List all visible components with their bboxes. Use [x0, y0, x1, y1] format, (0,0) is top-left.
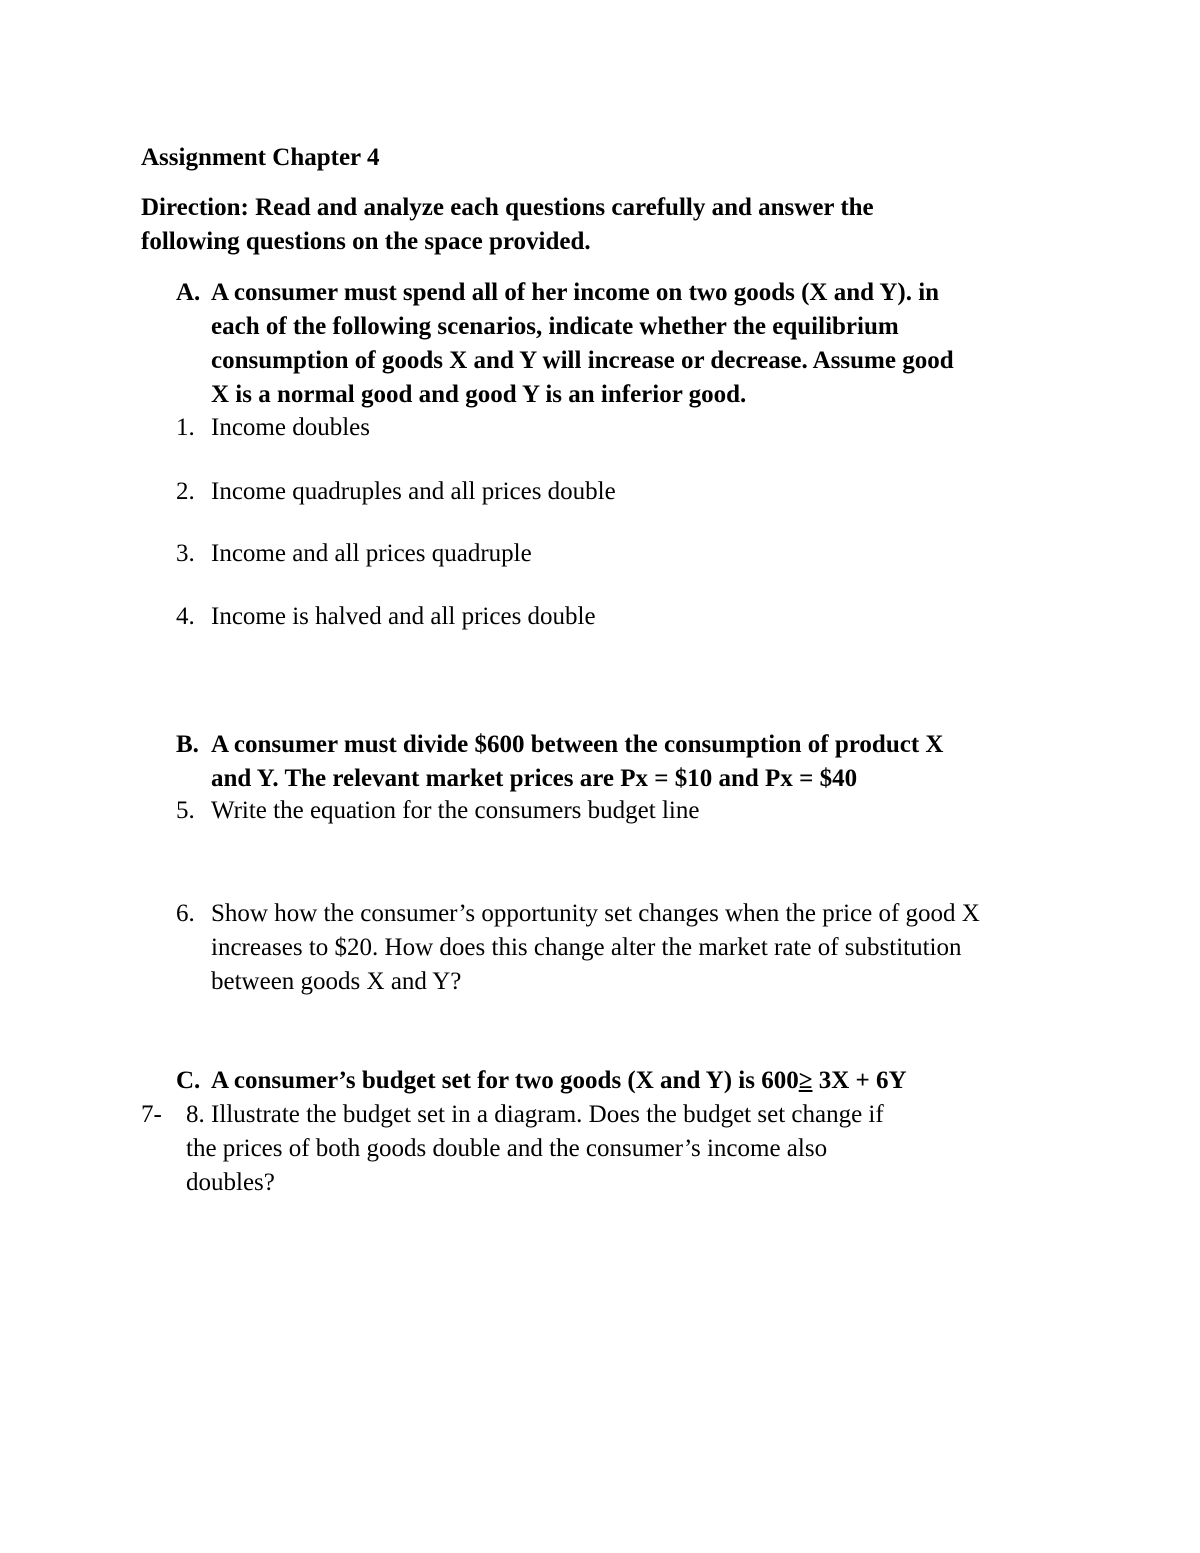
geq-symbol: ≥	[798, 1067, 813, 1094]
direction-line-1: Direction: Read and analyze each questions carefully and answer the	[141, 194, 874, 221]
section-c-marker: C.	[176, 1067, 201, 1094]
item-4-text: Income is halved and all prices double	[211, 603, 596, 630]
section-a-line-4: X is a normal good and good Y is an inferior good.	[211, 381, 747, 408]
item-3-text: Income and all prices quadruple	[211, 540, 532, 567]
section-a-line-2: each of the following scenarios, indicate whether the equilibrium	[211, 313, 899, 340]
section-c-text-before: A consumer’s budget set for two goods (X and Y) is 600	[211, 1067, 799, 1094]
item-5-text: Write the equation for the consumers budget line	[211, 797, 700, 824]
item-6-number: 6.	[176, 900, 195, 927]
section-b-marker: B.	[176, 731, 199, 758]
section-a-line-1: A consumer must spend all of her income on two goods (X and Y). in	[211, 279, 940, 306]
section-b-line-2: and Y. The relevant market prices are Px = $10 and Px = $40	[211, 765, 858, 792]
section-b-line-1: A consumer must divide $600 between the consumption of product X	[211, 731, 944, 758]
item-7-8-number: 7-	[141, 1101, 162, 1128]
section-a-line-3: consumption of goods X and Y will increase or decrease. Assume good	[211, 347, 954, 374]
item-7-8-line-2: the prices of both goods double and the consumer’s income also	[186, 1135, 828, 1162]
item-6-line-3: between goods X and Y?	[211, 968, 462, 995]
item-3-number: 3.	[176, 540, 195, 567]
item-7-8-line-1: 8. Illustrate the budget set in a diagram. Does the budget set change if	[186, 1101, 884, 1128]
item-2-number: 2.	[176, 478, 195, 505]
item-1-number: 1.	[176, 414, 195, 441]
item-1-text: Income doubles	[211, 414, 370, 441]
item-4-number: 4.	[176, 603, 195, 630]
section-c-text-after: 3X + 6Y	[812, 1067, 907, 1094]
item-6-line-1: Show how the consumer’s opportunity set changes when the price of good X	[211, 900, 980, 927]
item-6-line-2: increases to $20. How does this change alter the market rate of substitution	[211, 934, 962, 961]
page-title: Assignment Chapter 4	[141, 144, 380, 171]
item-7-8-line-3: doubles?	[186, 1169, 275, 1196]
section-a-marker: A.	[176, 279, 201, 306]
direction-line-2: following questions on the space provided.	[141, 228, 591, 255]
item-5-number: 5.	[176, 797, 195, 824]
section-c-text	[211, 1064, 907, 1098]
item-2-text: Income quadruples and all prices double	[211, 478, 616, 505]
